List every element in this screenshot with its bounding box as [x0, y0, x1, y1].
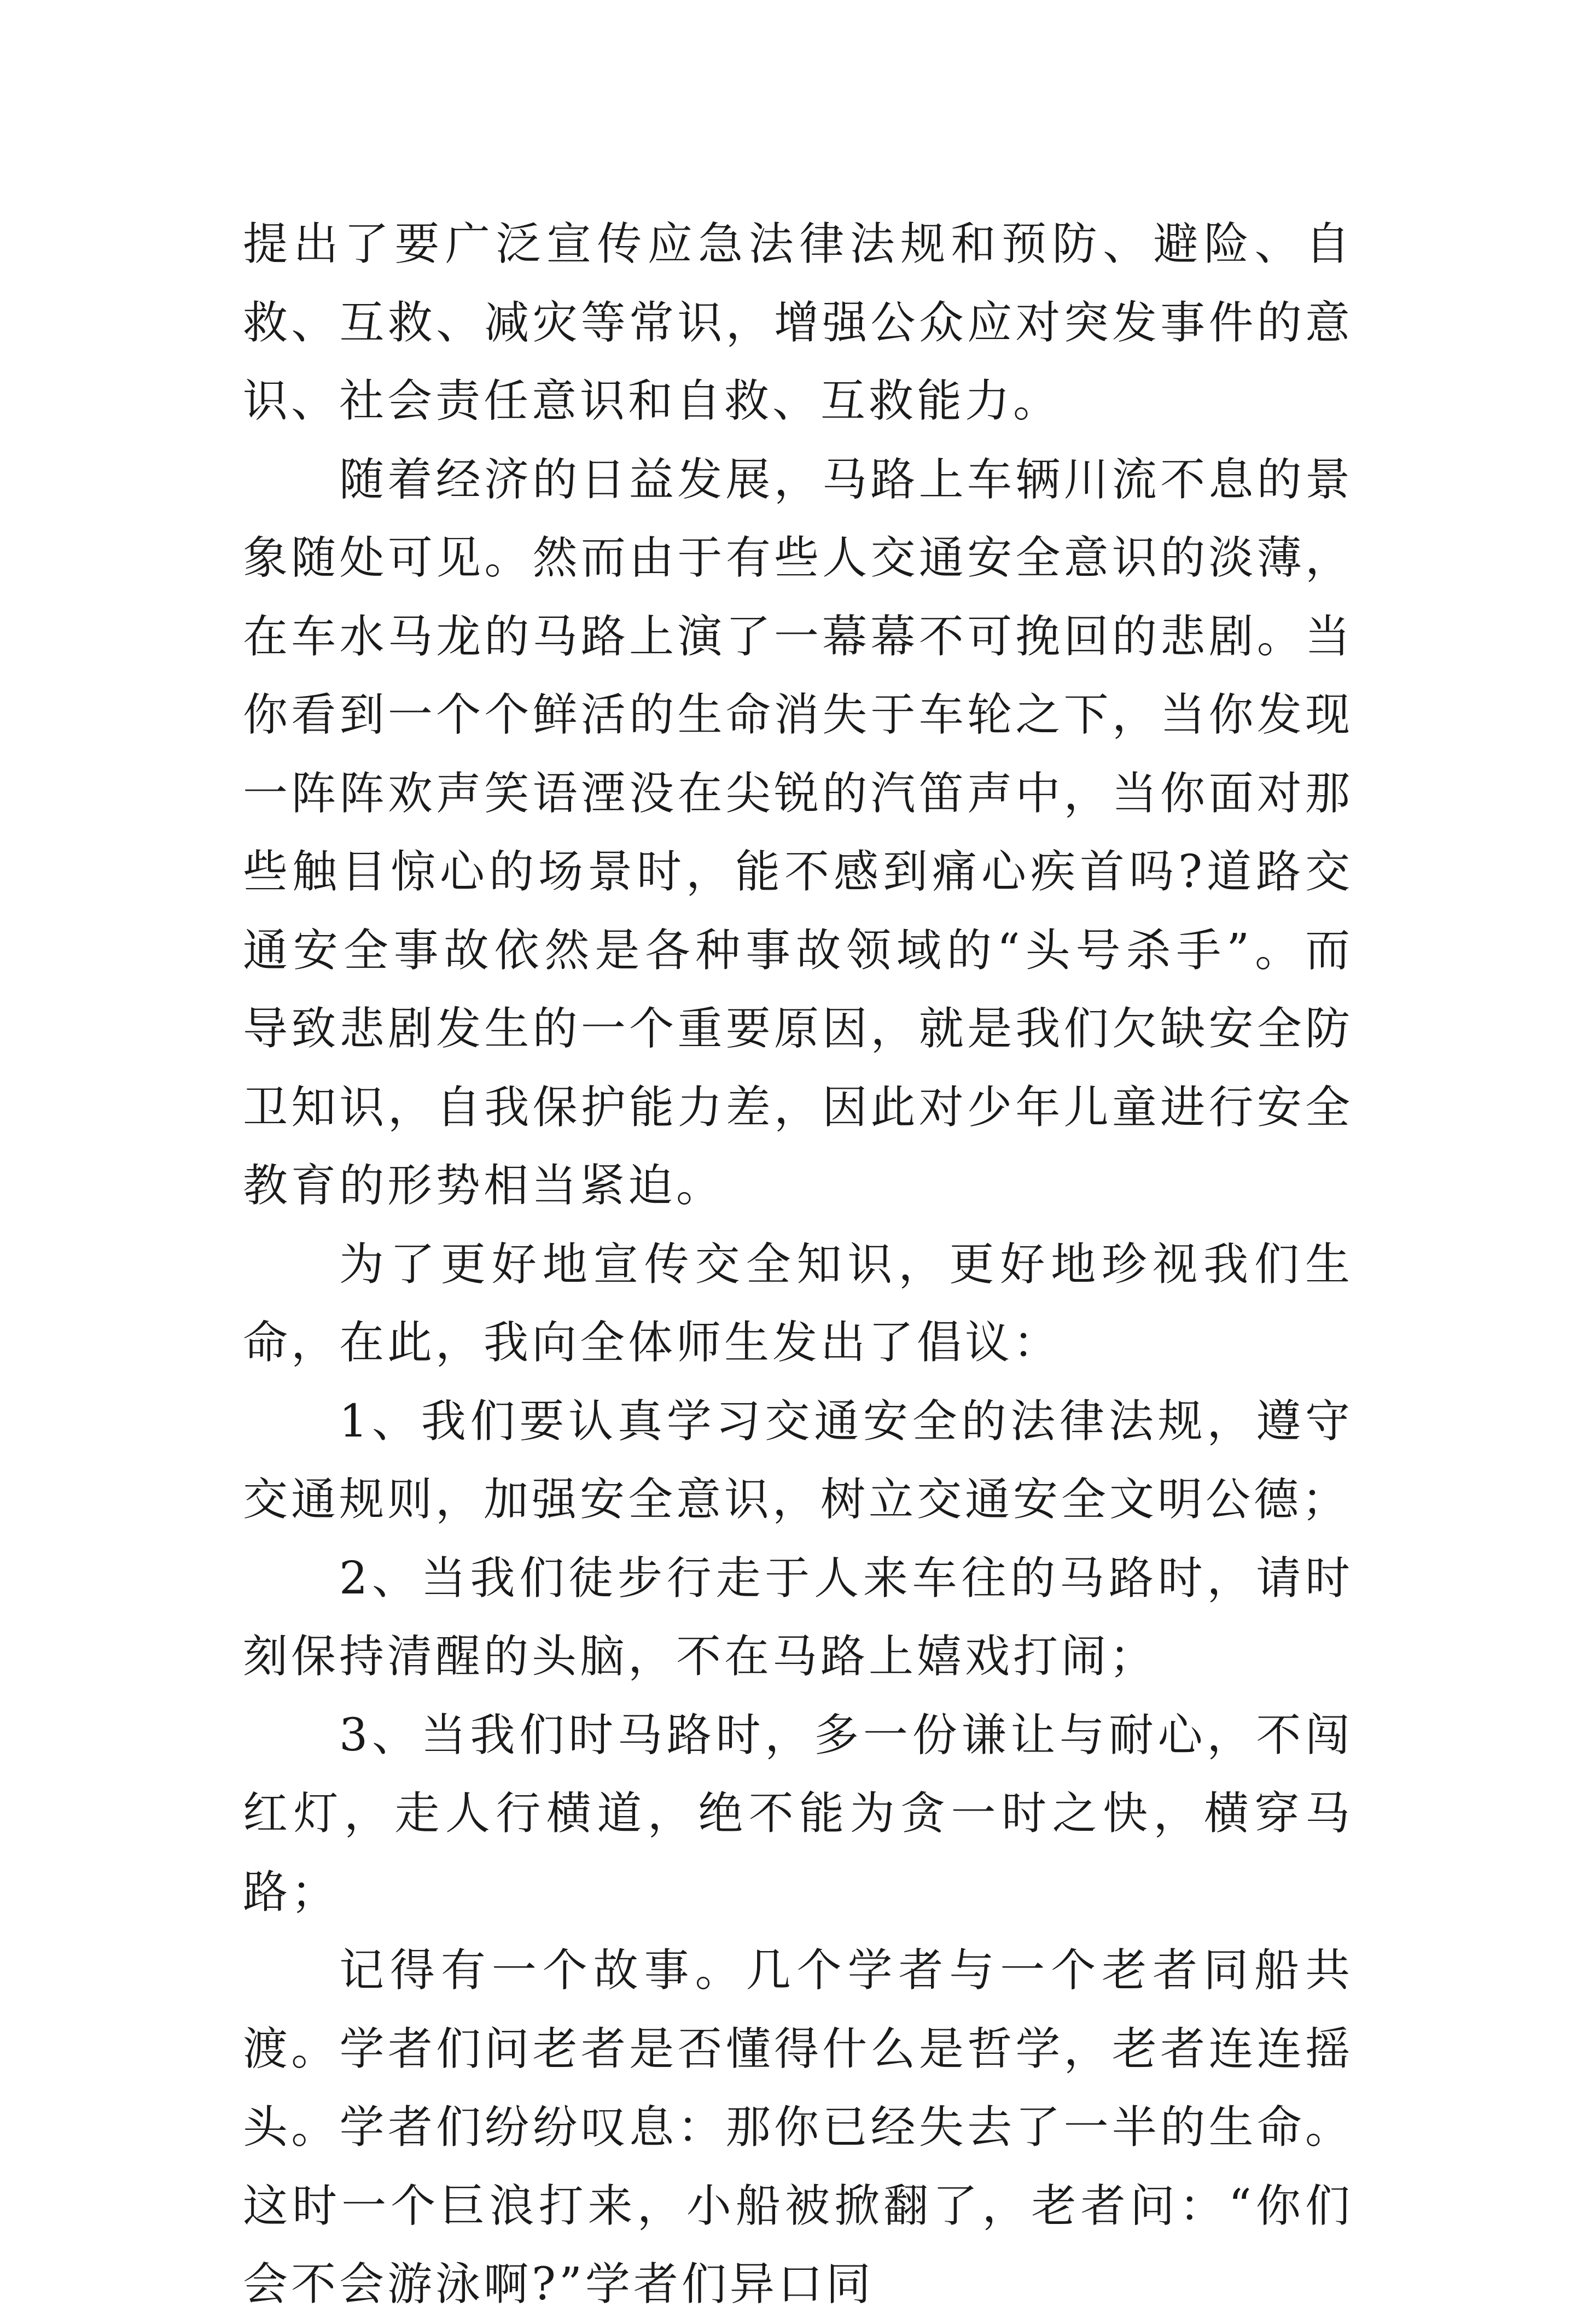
paragraph-3: 为了更好地宣传交全知识，更好地珍视我们生命，在此，我向全体师生发出了倡议：	[243, 1238, 1353, 1369]
paragraph-2: 随着经济的日益发展，马路上车辆川流不息的景象随处可见。然而由于有些人交通安全意识的淡薄，在车水马龙的马路上演了一幕幕不可挽回的悲剧。当你看到一个个鲜活的生命消失于车轮之下，当你发现一阵阵欢声笑语湮没在尖锐的汽笛声中，当你面对那些触目惊心的场景时，能不感到痛心疾首吗?道路交通安全事故依然是各种事故领域的“头号杀手”。而导致悲剧发生的一个重要原因，就是我们欠缺安全防卫知识，自我保护能力差，因此对少年儿童进行安全教育的形势相当紧迫。	[243, 453, 1353, 1212]
document-body	[243, 205, 1353, 2324]
paragraph-4: 1、我们要认真学习交通安全的法律法规，遵守交通规则，加强安全意识，树立交通安全文明公德；	[243, 1395, 1353, 1526]
paragraph-6: 3、当我们时马路时，多一份谦让与耐心，不闯红灯，走人行横道，绝不能为贪一时之快，横穿马路；	[243, 1709, 1353, 1918]
paragraph-7: 记得有一个故事。几个学者与一个老者同船共渡。学者们问老者是否懂得什么是哲学，老者连连摇头。学者们纷纷叹息：那你已经失去了一半的生命。这时一个巨浪打来，小船被掀翻了，老者问：“你们会不会游泳啊?”学者们异口同	[243, 1945, 1353, 2310]
paragraph-5: 2、当我们徒步行走于人来车往的马路时，请时刻保持清醒的头脑，不在马路上嬉戏打闹；	[243, 1552, 1353, 1683]
paragraph-1: 提出了要广泛宣传应急法律法规和预防、避险、自救、互救、减灾等常识，增强公众应对突发事件的意识、社会责任意识和自救、互救能力。	[243, 218, 1353, 427]
